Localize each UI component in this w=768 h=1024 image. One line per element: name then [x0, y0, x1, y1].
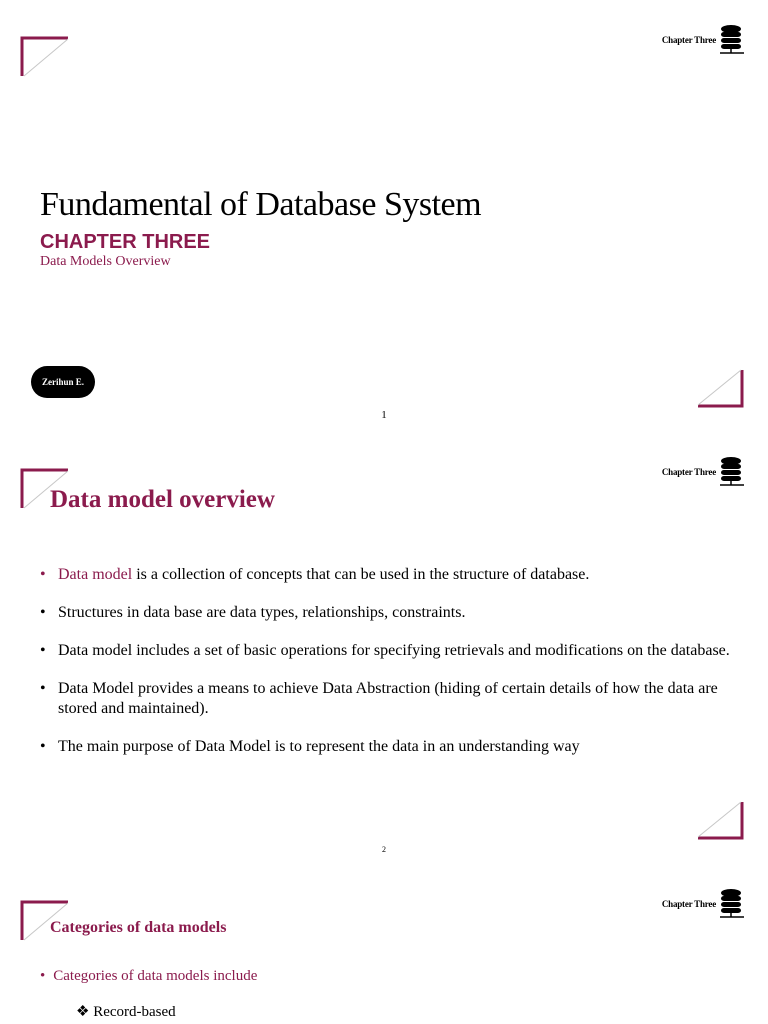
- bullet-dot: •: [40, 680, 46, 697]
- diamond-bullet: ❖: [76, 1004, 90, 1020]
- bullet-dot: •: [40, 738, 46, 755]
- slide-header: [662, 888, 746, 920]
- slide-2: [0, 432, 768, 862]
- slide-header: [662, 456, 746, 488]
- list-item: [40, 968, 257, 985]
- bullet-text: Categories of data models include: [53, 968, 258, 984]
- bullet-text: Structures in data base are data types, relationships, constraints.: [58, 604, 466, 621]
- list-item: [40, 641, 730, 661]
- header-label: Chapter Three: [661, 35, 716, 45]
- page-number: 2: [382, 845, 386, 854]
- author-badge: Zerihun E.: [31, 366, 95, 398]
- slide-3: [0, 862, 768, 1024]
- header-label: Chapter Three: [661, 467, 716, 477]
- bullet-list: [40, 565, 730, 775]
- bullet-text: is a collection of concepts that can be used in the structure of database.: [132, 566, 590, 583]
- bullet-text: Data model includes a set of basic operations for specifying retrievals and modifications on the database.: [58, 642, 730, 659]
- bullet-dot: •: [40, 968, 46, 984]
- list-item: [40, 679, 730, 719]
- slide-header: [662, 24, 746, 56]
- sub-bullet-text: Record-based: [93, 1004, 176, 1020]
- list-item: [40, 737, 730, 757]
- slide-1: [0, 0, 768, 432]
- chapter-label: CHAPTER THREE: [40, 231, 211, 253]
- bullet-dot: •: [40, 566, 46, 583]
- list-item: [40, 565, 730, 585]
- header-label: Chapter Three: [661, 899, 716, 909]
- presentation-subtitle: Data Models Overview: [40, 254, 171, 269]
- sub-list-item: [76, 1002, 176, 1021]
- corner-decoration-top-left: [20, 36, 70, 78]
- list-item: [40, 603, 730, 623]
- database-icon: [720, 456, 746, 488]
- highlight-term: Data model: [58, 566, 133, 583]
- presentation-title: Fundamental of Database System: [40, 186, 482, 223]
- page-number: 1: [381, 409, 387, 421]
- bullet-text: Data Model provides a means to achieve Data Abstraction (hiding of certain details of how the data are stored and maintained).: [58, 680, 718, 717]
- bullet-dot: •: [40, 604, 46, 621]
- corner-decoration-bottom-right: [696, 368, 744, 408]
- corner-decoration-bottom-right: [696, 800, 744, 840]
- slide-heading: Data model overview: [50, 486, 275, 513]
- bullet-dot: •: [40, 642, 46, 659]
- database-icon: [720, 888, 746, 920]
- bullet-text: The main purpose of Data Model is to represent the data in an understanding way: [58, 738, 580, 755]
- database-icon: [720, 24, 746, 56]
- slide-heading: Categories of data models: [50, 919, 227, 936]
